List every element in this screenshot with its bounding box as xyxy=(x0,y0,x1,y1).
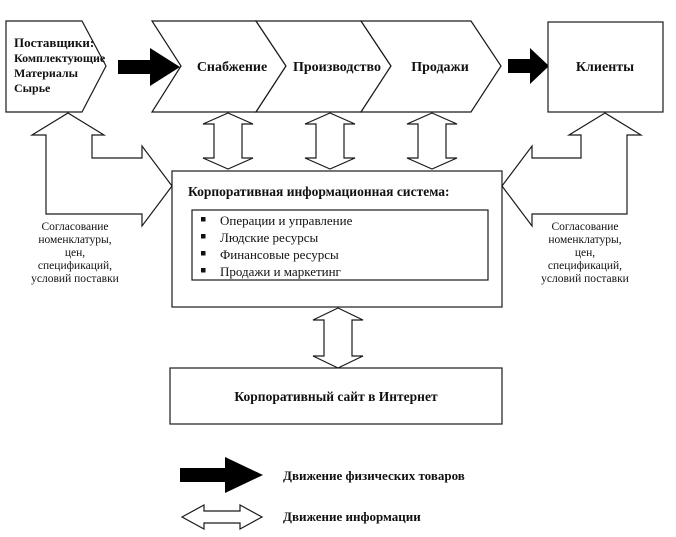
agreement-note-line: номенклатуры, xyxy=(548,234,622,246)
info-arrow-sales-kis-icon xyxy=(407,113,457,169)
agreement-note-line: цен, xyxy=(64,247,86,259)
bullet-icon xyxy=(201,251,206,256)
bullet-icon xyxy=(201,217,206,222)
agreement-note-line: Согласование xyxy=(551,221,619,233)
agreement-note-right xyxy=(541,221,629,285)
agreement-note-line: спецификаций, xyxy=(547,260,623,272)
kis-module-item: Операции и управление xyxy=(220,213,353,228)
suppliers-line: Комплектующие xyxy=(14,51,106,65)
suppliers-line: Сырье xyxy=(14,81,51,95)
kis-module-item: Людские ресурсы xyxy=(220,230,319,245)
agreement-note-line: номенклатуры, xyxy=(38,234,112,246)
info-arrow-supply-kis-icon xyxy=(203,113,253,169)
website-label: Корпоративный сайт в Интернет xyxy=(234,389,438,404)
legend-info-arrow-icon xyxy=(182,505,262,529)
chevron-supply-label: Снабжение xyxy=(196,60,268,75)
clients-label: Клиенты xyxy=(575,60,635,75)
goods-arrow-suppliers-icon xyxy=(118,48,180,86)
bullet-icon xyxy=(201,268,206,273)
agreement-note-line: цен, xyxy=(574,247,596,259)
kis-module-item: Финансовые ресурсы xyxy=(220,247,339,262)
info-arrow-suppliers-kis-icon xyxy=(32,113,172,226)
legend xyxy=(180,457,465,529)
info-arrow-production-kis-icon xyxy=(305,113,355,169)
suppliers-line: Материалы xyxy=(14,66,79,80)
agreement-note-left xyxy=(31,221,119,285)
agreement-note-line: Согласование xyxy=(41,221,109,233)
info-arrow-kis-website-icon xyxy=(313,308,363,368)
agreement-note-line: спецификаций, xyxy=(37,260,113,272)
agreement-note-line: условий поставки xyxy=(541,273,629,285)
chevron-production-label: Производство xyxy=(292,60,382,75)
kis-title: Корпоративная информационная система: xyxy=(188,184,450,199)
legend-goods-label: Движение физических товаров xyxy=(283,468,465,483)
bullet-icon xyxy=(201,234,206,239)
kis-module-item: Продажи и маркетинг xyxy=(220,264,341,279)
chevron-sales-label: Продажи xyxy=(411,60,469,75)
agreement-note-line: условий поставки xyxy=(31,273,119,285)
goods-arrow-clients-icon xyxy=(508,48,549,84)
legend-goods-arrow-icon xyxy=(180,457,263,493)
legend-info-label: Движение информации xyxy=(283,509,421,524)
info-arrow-clients-kis-icon xyxy=(502,113,641,226)
suppliers-title: Поставщики: xyxy=(14,35,95,50)
